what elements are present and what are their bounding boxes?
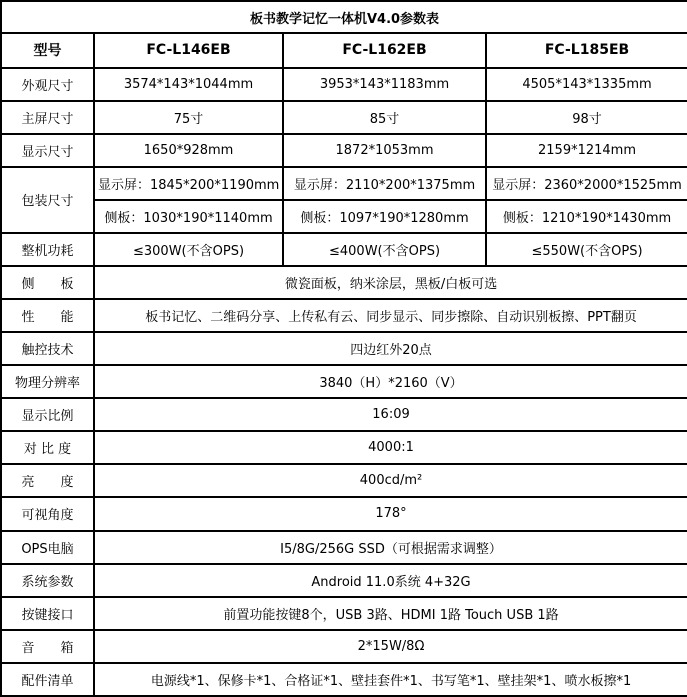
table-row xyxy=(1,564,687,597)
cell-value: 4505*143*1335mm xyxy=(486,68,687,101)
table-row xyxy=(1,200,687,233)
table-row xyxy=(1,464,687,497)
table-row xyxy=(1,134,687,167)
cell-value: 显示屏：2360*2000*1525mm xyxy=(486,167,687,200)
cell-value: 98寸 xyxy=(486,101,687,134)
cell-value: 显示屏：1845*200*1190mm xyxy=(94,167,283,200)
cell-span-value: 400cd/m² xyxy=(94,464,687,497)
cell-value: 3574*143*1044mm xyxy=(94,68,283,101)
cell-span-value: 前置功能按键8个，USB 3路、HDMI 1路 Touch USB 1路 xyxy=(94,597,687,630)
row-label: 触控技术 xyxy=(1,332,94,365)
table-row xyxy=(1,531,687,564)
cell-value: 85寸 xyxy=(283,101,486,134)
row-label: 侧 板 xyxy=(1,266,94,299)
row-label: 亮 度 xyxy=(1,464,94,497)
table-row xyxy=(1,233,687,266)
cell-value: 1650*928mm xyxy=(94,134,283,167)
cell-span-value: 电源线*1、保修卡*1、合格证*1、壁挂套件*1、书写笔*1、壁挂架*1、喷水板擦*1 xyxy=(94,663,687,696)
row-label: 对 比 度 xyxy=(1,431,94,464)
table-row xyxy=(1,398,687,431)
cell-value: 显示屏：2110*200*1375mm xyxy=(283,167,486,200)
table-row xyxy=(1,332,687,365)
model-name: FC-L146EB xyxy=(94,33,283,68)
row-label: 物理分辨率 xyxy=(1,365,94,398)
title-row xyxy=(1,1,687,33)
row-label: 配件清单 xyxy=(1,663,94,696)
row-label: 可视角度 xyxy=(1,497,94,530)
row-label: 音 箱 xyxy=(1,630,94,663)
cell-value: ≤300W(不含OPS) xyxy=(94,233,283,266)
table-row xyxy=(1,101,687,134)
model-name: FC-L162EB xyxy=(283,33,486,68)
model-header-label: 型号 xyxy=(1,33,94,68)
table-row xyxy=(1,167,687,200)
table-row xyxy=(1,663,687,696)
cell-span-value: 178° xyxy=(94,497,687,530)
row-label: OPS电脑 xyxy=(1,531,94,564)
table-row xyxy=(1,431,687,464)
table-row xyxy=(1,365,687,398)
cell-value: ≤550W(不含OPS) xyxy=(486,233,687,266)
model-name: FC-L185EB xyxy=(486,33,687,68)
table-row xyxy=(1,299,687,332)
cell-span-value: I5/8G/256G SSD（可根据需求调整） xyxy=(94,531,687,564)
cell-span-value: 四边红外20点 xyxy=(94,332,687,365)
row-label: 性 能 xyxy=(1,299,94,332)
row-label: 整机功耗 xyxy=(1,233,94,266)
row-label: 系统参数 xyxy=(1,564,94,597)
cell-span-value: 4000:1 xyxy=(94,431,687,464)
cell-value: 侧板：1030*190*1140mm xyxy=(94,200,283,233)
cell-value: 75寸 xyxy=(94,101,283,134)
row-label: 主屏尺寸 xyxy=(1,101,94,134)
table-row xyxy=(1,68,687,101)
row-label: 外观尺寸 xyxy=(1,68,94,101)
row-label: 包装尺寸 xyxy=(1,167,94,233)
table-row xyxy=(1,497,687,530)
cell-span-value: 2*15W/8Ω xyxy=(94,630,687,663)
row-label: 显示尺寸 xyxy=(1,134,94,167)
table-row xyxy=(1,597,687,630)
cell-value: 2159*1214mm xyxy=(486,134,687,167)
cell-span-value: 16:09 xyxy=(94,398,687,431)
cell-value: ≤400W(不含OPS) xyxy=(283,233,486,266)
cell-value: 侧板：1210*190*1430mm xyxy=(486,200,687,233)
header-row xyxy=(1,33,687,68)
row-label: 显示比例 xyxy=(1,398,94,431)
row-label: 按键接口 xyxy=(1,597,94,630)
table-title: 板书教学记忆一体机V4.0参数表 xyxy=(1,1,687,33)
cell-value: 侧板：1097*190*1280mm xyxy=(283,200,486,233)
cell-span-value: Android 11.0系统 4+32G xyxy=(94,564,687,597)
cell-span-value: 板书记忆、二维码分享、上传私有云、同步显示、同步擦除、自动识别板擦、PPT翻页 xyxy=(94,299,687,332)
cell-value: 3953*143*1183mm xyxy=(283,68,486,101)
cell-span-value: 微瓷面板，纳米涂层，黑板/白板可选 xyxy=(94,266,687,299)
cell-value: 1872*1053mm xyxy=(283,134,486,167)
cell-span-value: 3840（H）*2160（V） xyxy=(94,365,687,398)
table-row xyxy=(1,266,687,299)
table-row xyxy=(1,630,687,663)
